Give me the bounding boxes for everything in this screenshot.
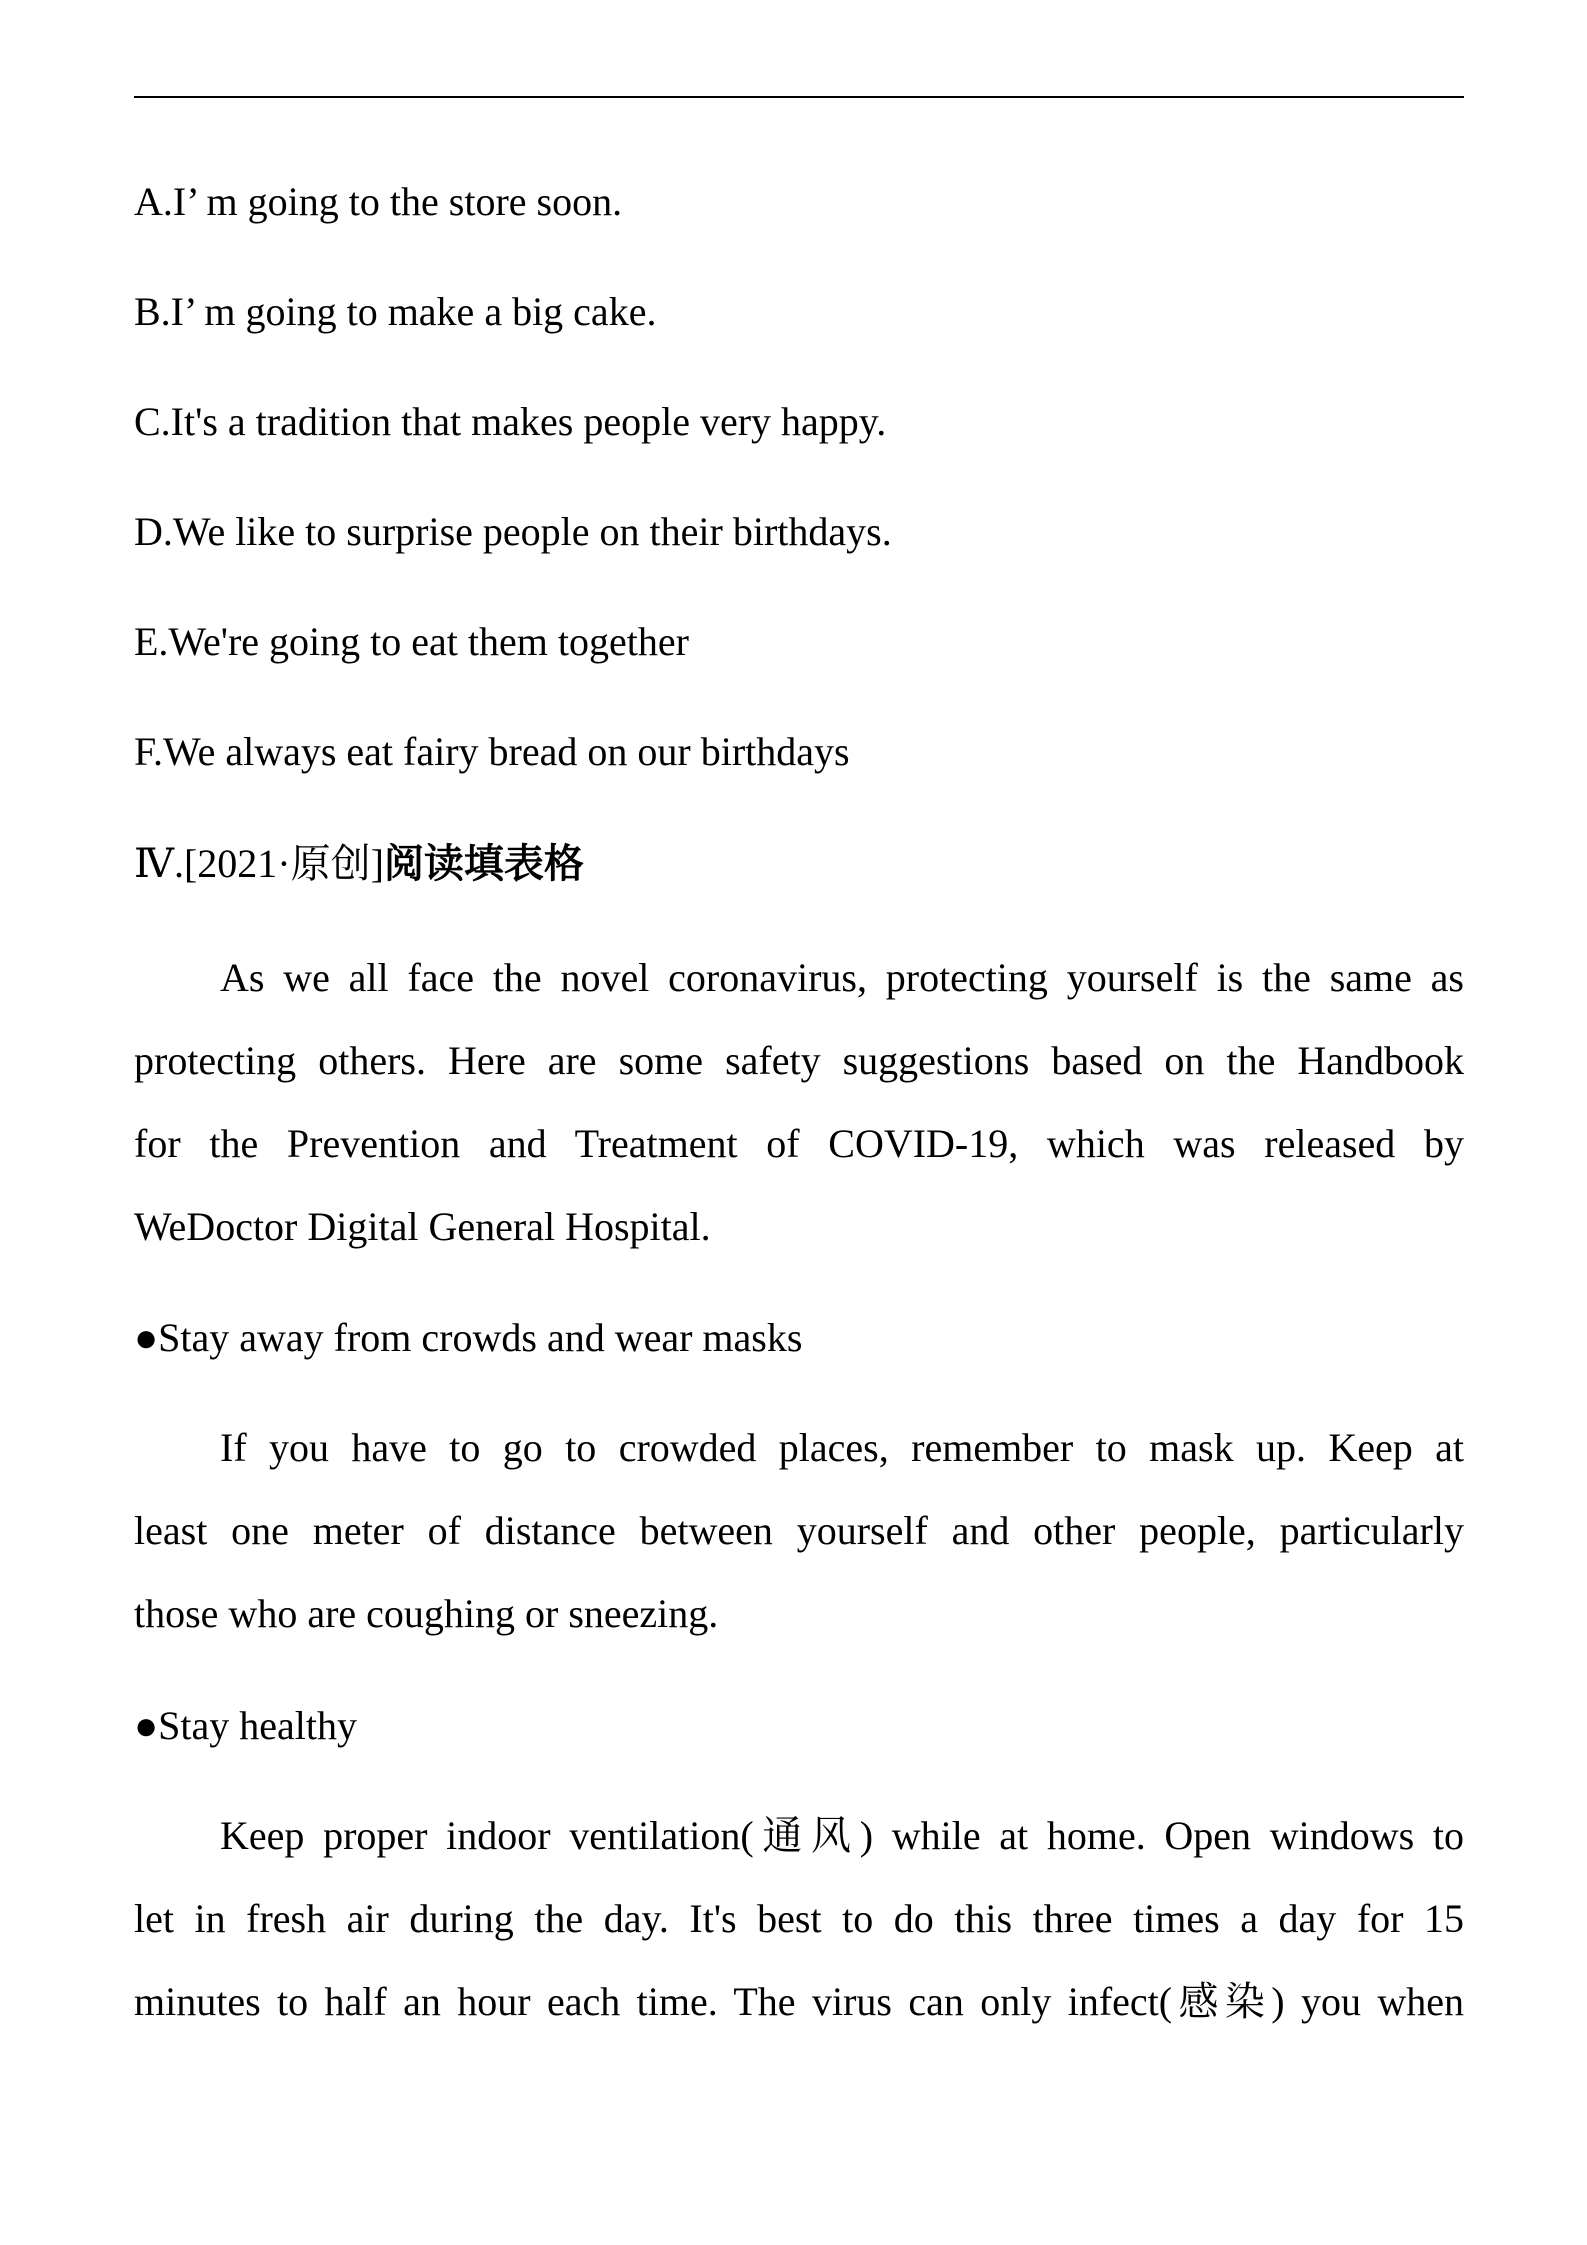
section-heading — [134, 840, 584, 888]
tip2-heading: ●Stay healthy — [134, 1703, 358, 1748]
option-e: E.We're going to eat them together — [134, 619, 689, 664]
option-d: D.We like to surprise people on their birthdays. — [134, 509, 892, 554]
option-b: B.I’ m going to make a big cake. — [134, 289, 657, 334]
tip2-line-3: minutes to half an hour each time. The virus can only infect(感染) you when — [134, 1979, 1464, 2024]
intro-line-2: protecting others. Here are some safety suggestions based on the Handbook — [134, 1038, 1464, 1083]
tip1-line-3: those who are coughing or sneezing. — [134, 1591, 719, 1636]
option-a: A.I’ m going to the store soon. — [134, 179, 623, 224]
intro-line-4: WeDoctor Digital General Hospital. — [134, 1204, 711, 1249]
option-c: C.It's a tradition that makes people very happy. — [134, 399, 887, 444]
section-number: Ⅳ. — [134, 841, 184, 886]
section-title: 阅读填表格 — [383, 841, 584, 887]
option-f: F.We always eat fairy bread on our birthdays — [134, 729, 850, 774]
header-rule — [134, 96, 1464, 98]
intro-paragraph — [134, 936, 1464, 1268]
tip2-line-2: let in fresh air during the day. It's best to do this three times a day for 15 — [134, 1896, 1464, 1941]
tip1-line-2: least one meter of distance between yourself and other people, particularly — [134, 1508, 1464, 1553]
section-source: [2021·原创] — [183, 841, 384, 886]
tip2-paragraph — [134, 1794, 1464, 2043]
tip1-heading: ●Stay away from crowds and wear masks — [134, 1315, 803, 1360]
tip2-line-1: Keep proper indoor ventilation(通风) while at home. Open windows to — [220, 1813, 1464, 1858]
tip1-line-1: If you have to go to crowded places, remember to mask up. Keep at — [220, 1425, 1464, 1470]
intro-line-1: As we all face the novel coronavirus, protecting yourself is the same as — [220, 955, 1464, 1000]
intro-line-3: for the Prevention and Treatment of COVID-19, which was released by — [134, 1121, 1464, 1166]
tip1-paragraph — [134, 1406, 1464, 1655]
